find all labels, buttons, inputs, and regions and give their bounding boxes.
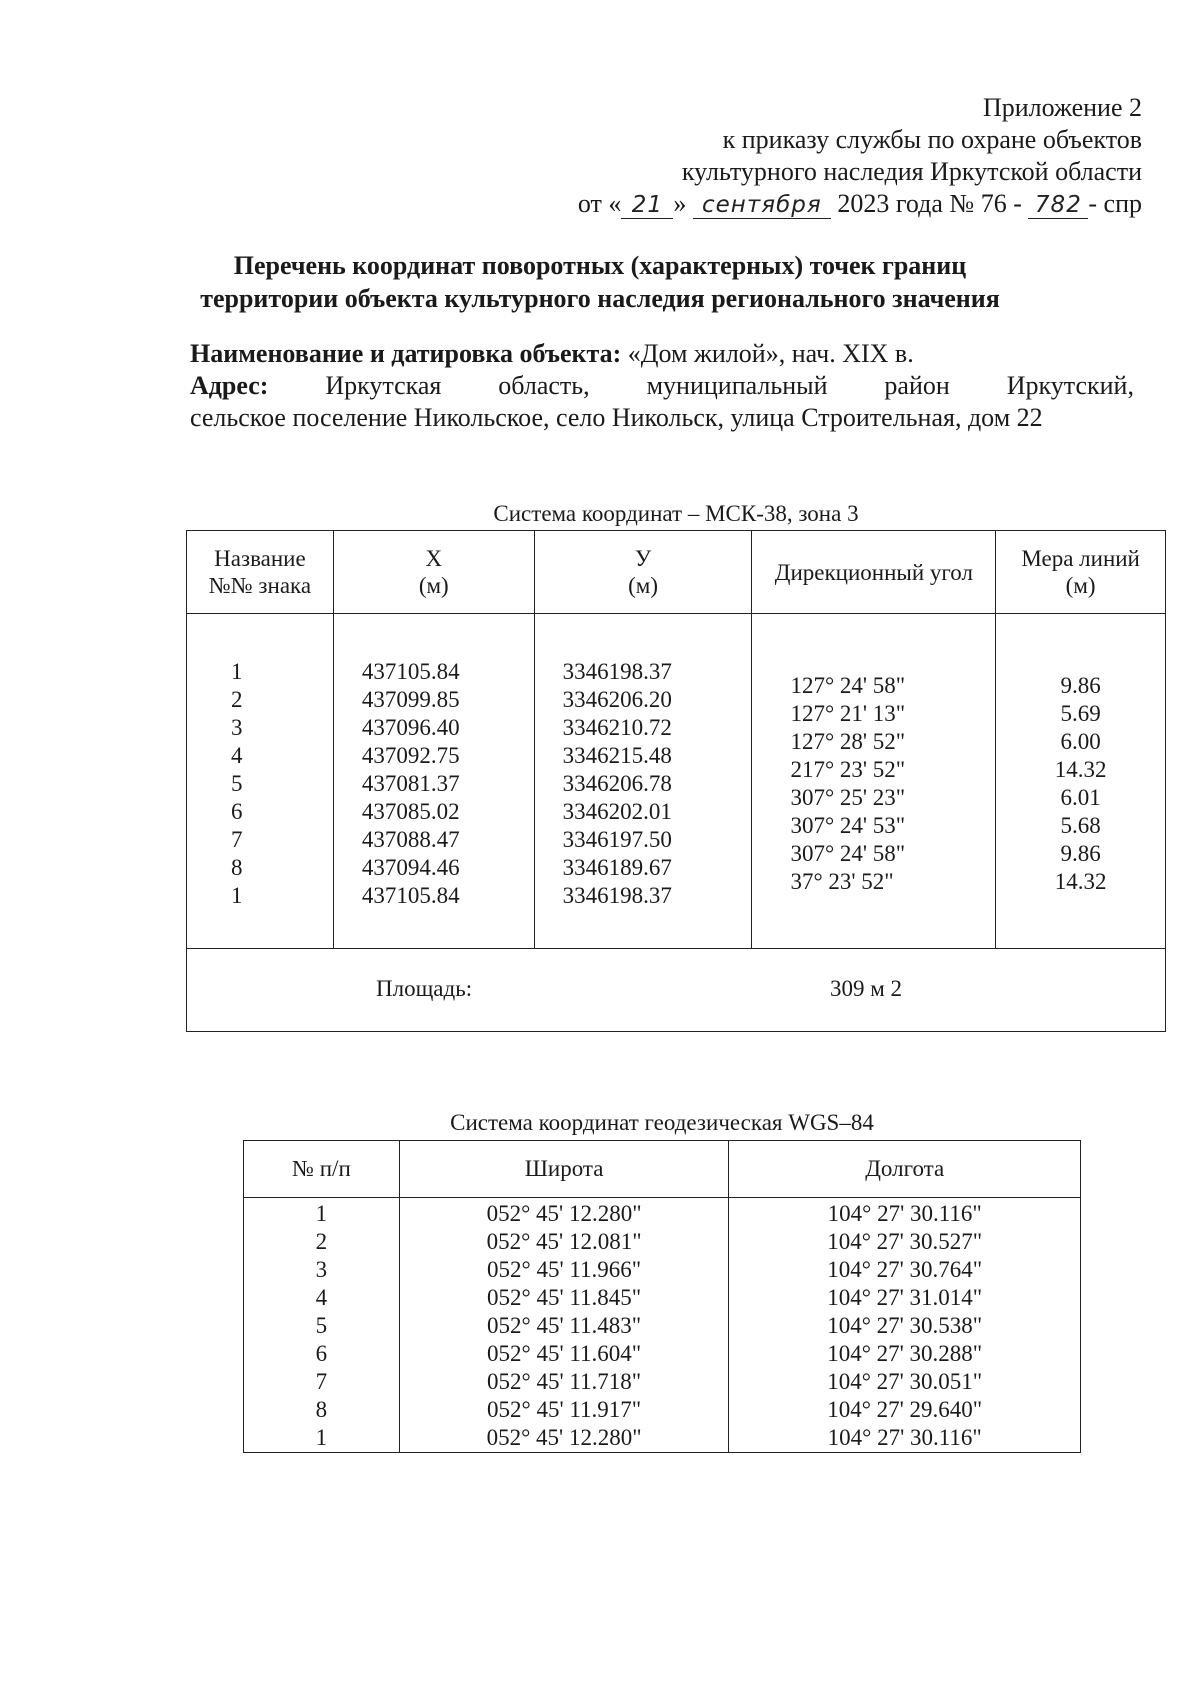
table-cell-value: 3346206.78 [562, 771, 672, 796]
cell-lat: 052° 45' 12.280" [399, 1424, 729, 1453]
order-authority-line: культурного наследия Иркутской области [681, 157, 1142, 186]
cell-lon: 104° 27' 31.014" [729, 1284, 1081, 1312]
table-cell-value: 1 [231, 883, 243, 908]
table-cell-value: 14.32 [1054, 869, 1107, 894]
cell-num: 2 [244, 1228, 400, 1256]
table-row [244, 1424, 1081, 1453]
table-cell-value: 437105.84 [361, 883, 460, 908]
cell-num: 6 [244, 1340, 400, 1368]
table-cell-value: 9.86 [1060, 673, 1101, 698]
table-row [244, 1340, 1081, 1368]
table-cell-value: 217° 23' 52" [790, 757, 906, 782]
header-latitude: Широта [399, 1141, 729, 1198]
table-cell-value: 437081.37 [361, 771, 460, 796]
cell-lon: 104° 27' 30.116" [729, 1198, 1081, 1229]
object-name-line [190, 338, 1134, 370]
object-info [190, 338, 1134, 434]
table-cell-value: 437085.02 [361, 799, 460, 824]
address-line-2: сельское поселение Никольское, село Никольск, улица Строительная, дом 22 [190, 403, 1043, 432]
angles-list [752, 614, 995, 896]
msk-header-row [187, 531, 1166, 614]
table-cell-value: 437105.84 [361, 659, 460, 684]
address-word: Иркутский, [1006, 371, 1134, 400]
lengths-list [996, 614, 1165, 896]
cell-lon: 104° 27' 30.527" [729, 1228, 1081, 1256]
cell-lat: 052° 45' 11.718" [399, 1368, 729, 1396]
area-row [187, 949, 1166, 1032]
header-direction-angle: Дирекционный угол [752, 531, 996, 614]
msk-body-row [187, 614, 1166, 949]
wgs-header-row [244, 1141, 1081, 1198]
table-cell-value: 3346197.50 [562, 827, 672, 852]
table-row [244, 1312, 1081, 1340]
table-cell-value: 437088.47 [361, 827, 460, 852]
cell-num: 3 [244, 1256, 400, 1284]
msk-coordinates-table [186, 530, 1166, 1032]
table-cell-value: 6 [231, 799, 243, 824]
table-cell-value: 307° 24' 53" [790, 813, 906, 838]
table-cell-value: 437092.75 [361, 743, 460, 768]
wgs-coordinates-table [243, 1140, 1081, 1453]
table-cell-value: 3346198.37 [562, 883, 672, 908]
table-cell-value: 3346198.37 [562, 659, 672, 684]
table-cell-value: 5.68 [1060, 813, 1101, 838]
table-cell-value: 9.86 [1060, 841, 1101, 866]
date-year-text: 2023 года № 76 - [837, 189, 1022, 218]
table-row [244, 1198, 1081, 1229]
object-name-value: «Дом жилой», нач. XIX в. [627, 339, 914, 368]
table-cell-value: 14.32 [1054, 757, 1107, 782]
cell-lat: 052° 45' 11.483" [399, 1312, 729, 1340]
cell-num: 1 [244, 1424, 400, 1453]
order-reference-line: к приказу службы по охране объектов [722, 125, 1142, 154]
table-cell-value: 3346202.01 [562, 799, 672, 824]
x-values-list [334, 614, 534, 910]
cell-lon: 104° 27' 30.116" [729, 1424, 1081, 1453]
title-line-1: Перечень координат поворотных (характерных) точек границ [233, 251, 967, 280]
table-cell-value: 437094.46 [361, 855, 460, 880]
header-point-name: Название №№ знака [187, 531, 334, 614]
address-word: Иркутская [325, 371, 442, 400]
point-names-list [187, 614, 333, 910]
table-cell-value: 5 [231, 771, 243, 796]
object-name-label: Наименование и датировка объекта: [190, 339, 622, 368]
y-values-list [535, 614, 752, 910]
table-row [244, 1396, 1081, 1424]
cell-lon: 104° 27' 30.051" [729, 1368, 1081, 1396]
cell-num: 4 [244, 1284, 400, 1312]
table-cell-value: 2 [231, 687, 243, 712]
msk-table-caption: Система координат – МСК-38, зона 3 [493, 501, 859, 526]
document-title [0, 249, 1200, 315]
point-names-cell [187, 614, 334, 949]
order-suffix: - спр [1088, 189, 1142, 218]
address-word: область, [498, 371, 590, 400]
table-cell-value: 7 [231, 827, 243, 852]
y-values-cell [534, 614, 752, 949]
table-cell-value: 6.00 [1060, 729, 1101, 754]
table-cell-value: 127° 21' 13" [790, 701, 906, 726]
table-cell-value: 1 [231, 659, 243, 684]
date-prefix: от « [577, 189, 622, 218]
lengths-cell [996, 614, 1166, 949]
appendix-number: Приложение 2 [982, 93, 1142, 122]
table-cell-value: 4 [231, 743, 243, 768]
area-label: Площадь: [376, 976, 473, 1001]
wgs-table-body [244, 1198, 1081, 1453]
header-number: № п/п [244, 1141, 400, 1198]
table-cell-value: 8 [231, 855, 243, 880]
area-value: 309 м 2 [830, 976, 903, 1001]
cell-lon: 104° 27' 29.640" [729, 1396, 1081, 1424]
address-word: муниципальный [646, 371, 828, 400]
table-row [244, 1284, 1081, 1312]
cell-num: 7 [244, 1368, 400, 1396]
order-date-line [578, 188, 1142, 220]
table-cell-value: 3346206.20 [562, 687, 672, 712]
x-values-cell [333, 614, 534, 949]
table-cell-value: 307° 24' 58" [790, 841, 906, 866]
table-cell-value: 307° 25' 23" [790, 785, 906, 810]
table-cell-value: 3 [231, 715, 243, 740]
cell-num: 5 [244, 1312, 400, 1340]
cell-lat: 052° 45' 11.917" [399, 1396, 729, 1424]
handwritten-order-number: 782 [1028, 192, 1088, 219]
header-y: У (м) [534, 531, 752, 614]
table-cell-value: 3346215.48 [562, 743, 672, 768]
cell-num: 8 [244, 1396, 400, 1424]
table-cell-value: 6.01 [1060, 785, 1101, 810]
table-row [244, 1256, 1081, 1284]
cell-lat: 052° 45' 12.280" [399, 1198, 729, 1229]
table-cell-value: 437099.85 [361, 687, 460, 712]
appendix-header [578, 92, 1142, 220]
handwritten-month: сентября [693, 192, 831, 219]
cell-lat: 052° 45' 11.966" [399, 1256, 729, 1284]
header-x: X (м) [333, 531, 534, 614]
wgs-table-caption: Система координат геодезическая WGS–84 [450, 1110, 874, 1135]
title-line-2: территории объекта культурного наследия регионального значения [200, 284, 1000, 313]
cell-num: 1 [244, 1198, 400, 1229]
handwritten-day: 21 [621, 192, 673, 219]
angles-cell [752, 614, 996, 949]
table-cell-value: 37° 23' 52" [790, 869, 894, 894]
address-line-1 [190, 370, 1134, 402]
cell-lat: 052° 45' 12.081" [399, 1228, 729, 1256]
address-word: район [884, 371, 950, 400]
address-label: Адрес: [190, 371, 269, 400]
table-cell-value: 3346210.72 [562, 715, 672, 740]
cell-lon: 104° 27' 30.764" [729, 1256, 1081, 1284]
cell-lat: 052° 45' 11.845" [399, 1284, 729, 1312]
table-row [244, 1368, 1081, 1396]
cell-lon: 104° 27' 30.538" [729, 1312, 1081, 1340]
table-cell-value: 3346189.67 [562, 855, 672, 880]
header-line-length: Мера линий (м) [996, 531, 1166, 614]
table-cell-value: 437096.40 [361, 715, 460, 740]
header-longitude: Долгота [729, 1141, 1081, 1198]
cell-lon: 104° 27' 30.288" [729, 1340, 1081, 1368]
table-cell-value: 127° 28' 52" [790, 729, 906, 754]
table-cell-value: 5.69 [1060, 701, 1101, 726]
cell-lat: 052° 45' 11.604" [399, 1340, 729, 1368]
area-cell [187, 949, 1166, 1032]
table-cell-value: 127° 24' 58" [790, 673, 906, 698]
table-row [244, 1228, 1081, 1256]
date-mid: » [673, 189, 687, 218]
